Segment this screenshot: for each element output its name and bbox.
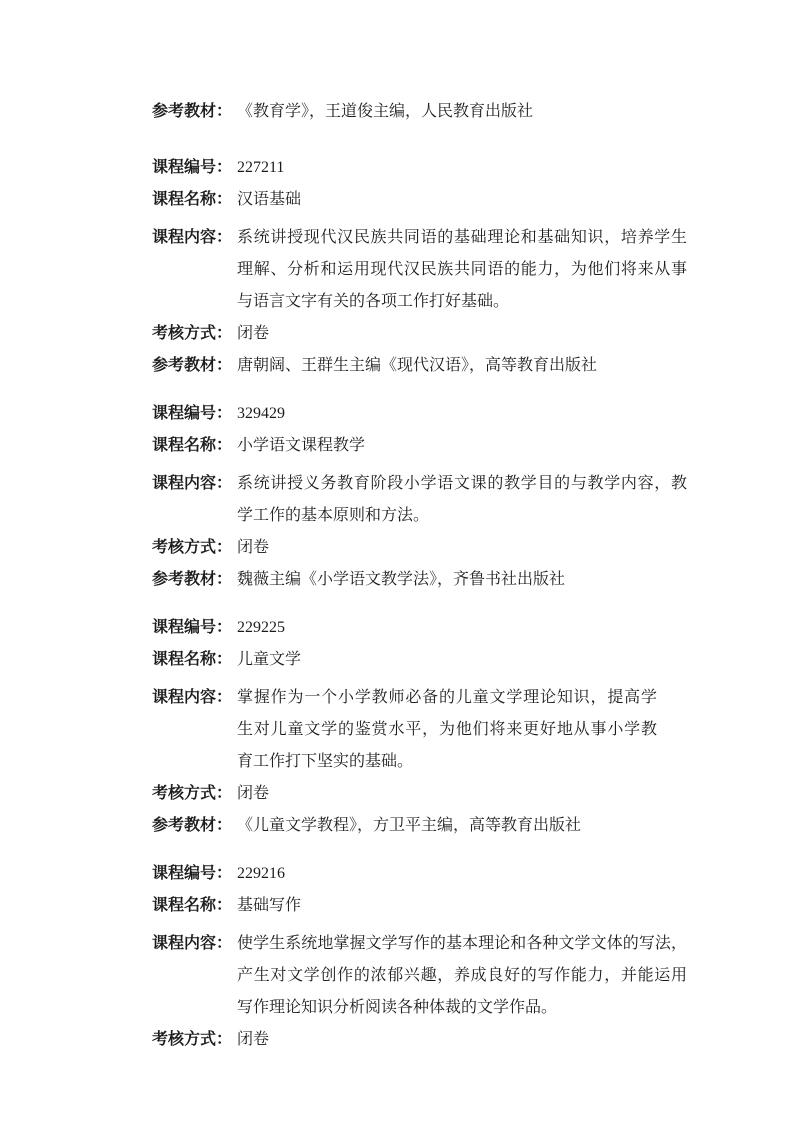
content-line: 写作理论知识分析阅读各种体裁的文学作品。 bbox=[237, 999, 558, 1016]
content-line: 227211 bbox=[237, 159, 285, 176]
field-row bbox=[152, 532, 793, 564]
content-line: 掌握作为一个小学教师必备的儿童文学理论知识，提高学 bbox=[237, 689, 657, 706]
field-label: 参考教材： bbox=[152, 103, 233, 120]
field-value bbox=[237, 152, 687, 184]
field-row bbox=[152, 96, 793, 128]
content-line: 汉语基础 bbox=[237, 191, 302, 208]
field-label: 课程内容： bbox=[152, 475, 233, 492]
field-row bbox=[152, 890, 793, 922]
content-line: 229225 bbox=[237, 619, 285, 636]
field-row bbox=[152, 152, 793, 184]
course-block bbox=[152, 152, 793, 382]
field-value bbox=[237, 532, 687, 564]
field-value bbox=[237, 890, 687, 922]
content-line: 闭卷 bbox=[237, 539, 270, 556]
field-row bbox=[152, 398, 793, 430]
field-value bbox=[237, 810, 657, 842]
intro-section bbox=[152, 96, 793, 128]
field-label: 课程编号： bbox=[152, 159, 233, 176]
field-value bbox=[237, 468, 687, 532]
content-line: 闭卷 bbox=[237, 325, 270, 342]
course-block bbox=[152, 612, 793, 842]
field-value bbox=[237, 430, 687, 462]
content-line: 产生对文学创作的浓郁兴趣，养成良好的写作能力，并能运用 bbox=[237, 967, 687, 984]
field-label: 考核方式： bbox=[152, 539, 233, 556]
content-line: 329429 bbox=[237, 405, 285, 422]
field-row bbox=[152, 928, 793, 1024]
field-label: 课程内容： bbox=[152, 229, 233, 246]
field-label: 课程名称： bbox=[152, 191, 233, 208]
field-label: 课程编号： bbox=[152, 865, 233, 882]
field-value bbox=[237, 858, 687, 890]
content-line: 理解、分析和运用现代汉民族共同语的能力，为他们将来从事 bbox=[237, 261, 687, 278]
field-label: 考核方式： bbox=[152, 785, 233, 802]
course-block bbox=[152, 398, 793, 596]
content-line: 系统讲授现代汉民族共同语的基础理论和基础知识，培养学生 bbox=[237, 229, 687, 246]
field-value bbox=[237, 682, 657, 778]
content-line: 生对儿童文学的鉴赏水平，为他们将来更好地从事小学教 bbox=[237, 721, 657, 738]
field-label: 参考教材： bbox=[152, 817, 233, 834]
field-label: 课程名称： bbox=[152, 897, 233, 914]
content-line: 育工作打下坚实的基础。 bbox=[237, 753, 414, 770]
field-label: 课程名称： bbox=[152, 437, 233, 454]
field-value bbox=[237, 184, 687, 216]
field-row bbox=[152, 468, 793, 532]
field-row bbox=[152, 858, 793, 890]
field-row bbox=[152, 612, 793, 644]
field-value bbox=[237, 96, 687, 128]
content-line: 229216 bbox=[237, 865, 285, 882]
field-row bbox=[152, 222, 793, 318]
field-row bbox=[152, 682, 793, 778]
field-label: 课程内容： bbox=[152, 689, 233, 706]
content-line: 儿童文学 bbox=[237, 651, 302, 668]
field-label: 课程编号： bbox=[152, 405, 233, 422]
field-value bbox=[237, 350, 687, 382]
field-row bbox=[152, 430, 793, 462]
content-line: 与语言文字有关的各项工作打好基础。 bbox=[237, 293, 510, 310]
content-line: 唐朝阔、王群生主编《现代汉语》，高等教育出版社 bbox=[237, 357, 598, 374]
course-list bbox=[152, 152, 793, 1056]
content-line: 闭卷 bbox=[237, 785, 270, 802]
field-value bbox=[237, 398, 687, 430]
field-row bbox=[152, 564, 793, 596]
content-line: 闭卷 bbox=[237, 1031, 270, 1048]
field-label: 课程名称： bbox=[152, 651, 233, 668]
field-row bbox=[152, 318, 793, 350]
field-value bbox=[237, 928, 687, 1024]
field-row bbox=[152, 1024, 793, 1056]
content-line: 学工作的基本原则和方法。 bbox=[237, 507, 430, 524]
field-row bbox=[152, 810, 793, 842]
field-row bbox=[152, 350, 793, 382]
content-line: 使学生系统地掌握文学写作的基本理论和各种文学文体的写法， bbox=[237, 935, 687, 952]
field-label: 参考教材： bbox=[152, 357, 233, 374]
field-row bbox=[152, 184, 793, 216]
field-label: 参考教材： bbox=[152, 571, 233, 588]
field-value bbox=[237, 222, 687, 318]
field-label: 课程编号： bbox=[152, 619, 233, 636]
field-value bbox=[237, 612, 657, 644]
course-block bbox=[152, 858, 793, 1056]
field-row bbox=[152, 778, 793, 810]
field-value bbox=[237, 778, 657, 810]
content-line: 小学语文课程教学 bbox=[237, 437, 366, 454]
content-line: 基础写作 bbox=[237, 897, 302, 914]
field-value bbox=[237, 1024, 687, 1056]
content-line: 魏薇主编《小学语文教学法》，齐鲁书社出版社 bbox=[237, 571, 566, 588]
field-value bbox=[237, 644, 657, 676]
field-value bbox=[237, 564, 687, 596]
field-value bbox=[237, 318, 687, 350]
field-row bbox=[152, 644, 793, 676]
field-label: 考核方式： bbox=[152, 1031, 233, 1048]
content-line: 系统讲授义务教育阶段小学语文课的教学目的与教学内容，教 bbox=[237, 475, 687, 492]
content-line: 《教育学》，王道俊主编，人民教育出版社 bbox=[237, 103, 534, 120]
field-label: 课程内容： bbox=[152, 935, 233, 952]
field-label: 考核方式： bbox=[152, 325, 233, 342]
content-line: 《儿童文学教程》，方卫平主编，高等教育出版社 bbox=[237, 817, 582, 834]
